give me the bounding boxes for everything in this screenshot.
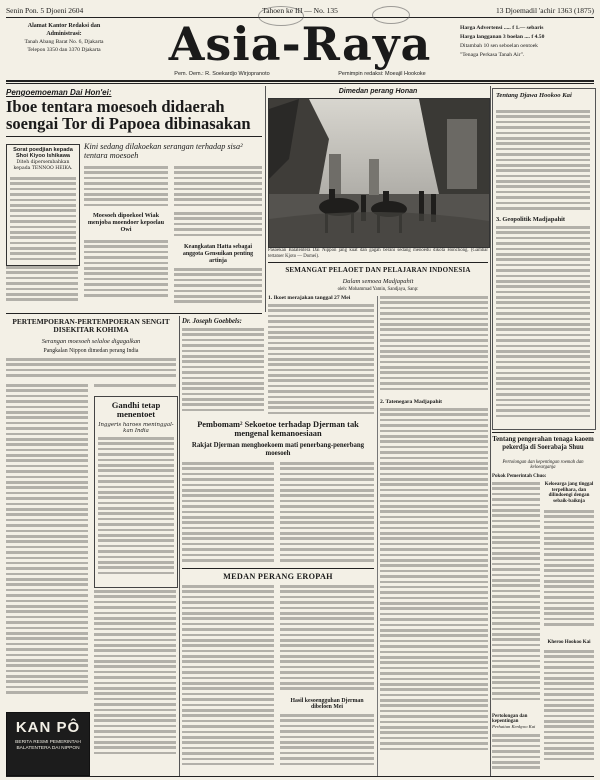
pengerahan-body-col1 — [492, 482, 540, 712]
pengerahan-body-col2 — [544, 510, 594, 638]
sidebar-body-more — [6, 266, 78, 310]
pengerahan-body-col4 — [492, 734, 540, 774]
photo-caption: Pasoekan Balatentera Dai Nippon jang kuat dan gagah berani sedang menoedu dikota Honchong. (Gambar tertatoer Kjoto — Domei). — [268, 248, 488, 259]
kohima-headline: PERTEMPOERAN-PERTEMPOERAN SENGIT DISEKITAR KOHIMA — [12, 317, 170, 335]
main-body-col5 — [174, 268, 262, 310]
pengerahan-headline: Tentang pengerahan tenaga kaoem pekerdja di Soerabaja Shuu — [492, 436, 594, 451]
kohima-body-col1 — [6, 384, 88, 708]
kanpo-box — [6, 712, 90, 776]
main-subhead-hatta: Keangkatan Hatta sebagai anggota Gensuikan penting artinja — [182, 244, 254, 264]
semangat-body-col1 — [268, 304, 374, 422]
goebbels-body-col2 — [280, 462, 374, 566]
tentang-body-2 — [496, 226, 590, 424]
main-subhead-serangan: Kini sedang dilakoekan serangan terhadap sisa² tentara moesoeh — [84, 142, 243, 160]
pemimpin-umum: Pem. Oem.: R. Soekardjo Wirjopranoto — [174, 71, 270, 77]
main-body-col4 — [174, 212, 262, 242]
eropa-headline: MEDAN PERANG EROPAH — [223, 572, 333, 581]
gandhi-body — [98, 437, 174, 584]
main-kicker: Pengoemoeman Dai Hon'ei: — [6, 88, 112, 97]
address-line-2: Administrasi: — [46, 31, 82, 37]
price-line-3: Ditambah 10 sen seboelan oentoek — [460, 43, 538, 49]
gandhi-sub: Inggeris haroes meninggal- kan India — [98, 421, 174, 434]
photo-kicker: Dimedan perang Honan — [338, 88, 418, 95]
column-rule — [179, 316, 180, 776]
tentang-body-1 — [496, 110, 590, 214]
address-line-4: Telepon 3350 dan 3370 Djakarta — [27, 47, 101, 53]
kanpo-subtitle: BERITA RESMI PEMERINTAH BALATENTERA DAI NIPPON — [15, 740, 81, 751]
kohima-lead — [6, 358, 176, 380]
pengerahan-sub4: Kheroo Hookoo Kai — [547, 640, 591, 645]
sidebar-subhead: Diteh dipersembahkan kepada TENNOO HEIKA. — [13, 160, 73, 171]
column-rule — [265, 86, 266, 312]
main-body-col3 — [84, 240, 168, 302]
pengerahan-p2: Perhatian Kenkyoo Kai — [492, 724, 536, 729]
address-line-3: Tanah Abang Barat No. 6, Djakarta — [24, 39, 104, 45]
tentang-title: Tentang Djawa Hookoo Kai — [496, 92, 572, 99]
kanpo-title: KAN PÔ — [15, 719, 81, 736]
main-body-col2 — [174, 166, 262, 210]
kohima-body-col2b — [94, 590, 176, 770]
goebbels-body-col1 — [182, 462, 274, 566]
sidebar-headline: Sorat poedjian kepada Shoi Kiyoo Ishikawa — [13, 147, 73, 160]
goebbels-headline: Pembomam² Sekoetoe terhadap Djerman tak mengenal kemanoesiaan — [197, 420, 359, 439]
sidebar-box — [6, 144, 80, 266]
dateline-left: Senin Pon. 5 Djoeni 2604 — [6, 5, 84, 15]
semangat-headline: SEMANGAT PELAOET DAN PELAJARAN INDONESIA — [285, 266, 471, 274]
pengerahan-sub: Pertolongan dan kepentingan roemah dan keloearganja — [502, 460, 584, 471]
rule — [268, 262, 488, 263]
pengerahan-sub3: Pertolongan dan kepentingan — [492, 714, 528, 724]
eropa-body-col2 — [280, 585, 374, 695]
sidebar-body-text — [10, 177, 76, 262]
address-line-1: Alamat Kantor Redaksi dan — [27, 23, 101, 29]
masthead-rule-thin — [6, 83, 594, 84]
masthead-prices — [460, 24, 592, 60]
semangat-body-col2 — [380, 296, 488, 396]
rule — [182, 568, 374, 569]
rule — [6, 313, 262, 314]
pemimpin-redaksi: Pemimpin redaksi: Moeajil Hookoke — [338, 71, 426, 77]
price-line-1: Harga Advertensi ..... f 1.— sebaris — [460, 25, 544, 31]
dateline-right: 13 Djoemadil 'achir 1363 (1875) — [496, 5, 594, 15]
main-headline: Iboe tentara moesoeh didaerah soengai Tor di Papoea dibinasakan — [6, 97, 251, 133]
eropa-sub: Hasil kesoengguhan Djerman dibeloen Mei — [290, 698, 364, 711]
masthead-editors — [140, 71, 460, 77]
semangat-body-col3 — [380, 408, 488, 768]
gandhi-box — [94, 396, 178, 588]
pengerahan-body-col3 — [544, 650, 594, 774]
pengerahan-p1: Pokok Pemerintah Chuo: — [492, 474, 547, 479]
tentang-sec3: 3. Geopolitik Madjapahit — [496, 216, 566, 223]
war-photo — [268, 98, 490, 248]
masthead-address — [8, 22, 120, 54]
goebbels-sub: Rakjat Djerman menghoekoem mati penerbang-penerbang moesoeh — [191, 442, 365, 457]
goebbels-kicker: Dr. Joseph Goebbels: — [182, 318, 242, 325]
bottom-rule — [6, 776, 594, 777]
pengerahan-sub2: Keloearga jang tinggal terpelihara, dan dilindoengi dengan sebaik-baiknja — [544, 482, 594, 504]
main-body-col1 — [84, 166, 168, 210]
gandhi-headline: Gandhi tetap menentoet — [111, 400, 161, 420]
kohima-sub2: Pangkalan Nippon dimedan perang India — [43, 348, 139, 354]
dateline-issue: Tahoen ke III — No. 135 — [262, 5, 338, 15]
rule — [6, 136, 262, 137]
semangat-sec1: 1. Ikoet merajakan tanggal 27 Mei — [268, 295, 351, 301]
eropa-body-col1 — [182, 585, 274, 773]
masthead-rule — [6, 80, 594, 82]
photo-image — [269, 99, 489, 247]
column-rule — [377, 296, 378, 776]
kohima-sub: Serangan moesoeh selaloe digagalkan — [41, 338, 141, 345]
goebbels-intro — [182, 328, 264, 418]
column-rule — [490, 86, 491, 776]
rule — [492, 432, 594, 433]
eropa-body-col3 — [280, 714, 374, 774]
semangat-byline: oleh: Mohammad Yamin, Sandjaya, Sanp: — [337, 287, 419, 292]
price-line-4: "Tenaga Perkasa Tanah Air". — [460, 52, 525, 58]
kohima-body-col2a — [94, 384, 176, 390]
semangat-sec2: 2. Tatenegara Madjapahit — [380, 399, 443, 405]
semangat-sub: Dalam semoea Madjapahit — [342, 278, 414, 285]
newspaper-title: Asia-Raya — [168, 17, 432, 71]
price-line-2: Harga langganan 3 boelan .... f 4.50 — [460, 34, 545, 40]
library-stamp — [258, 6, 304, 26]
main-subhead-wiak: Moesoeh dipoekoel Wiak menjoba moendoer kepoelau Owi — [87, 212, 165, 233]
library-stamp — [372, 6, 410, 24]
